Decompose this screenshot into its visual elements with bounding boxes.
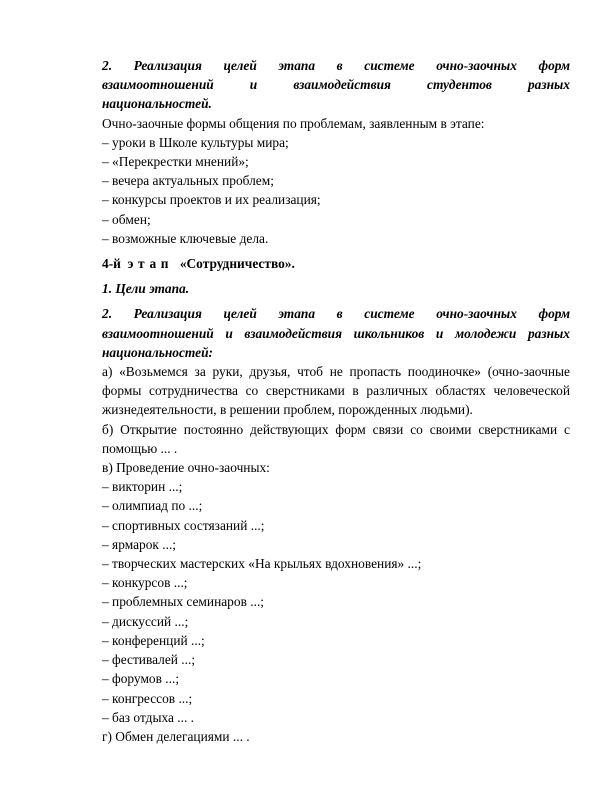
list-item: – спортивных состязаний ...; (102, 517, 265, 533)
section2b-title-line2: взаимоотношений и взаимодействия школьников и молодежи разных (102, 325, 570, 341)
stage4-number: 4-й (102, 256, 121, 272)
forms-list (102, 133, 570, 248)
item-b-line1: б) Открытие постоянно действующих форм связи со своими сверстниками с (102, 421, 570, 437)
list-item: – вечера актуальных проблем; (102, 173, 274, 189)
list-item: – возможные ключевые дела. (102, 230, 269, 246)
list-item: – дискуссий ...; (102, 613, 189, 629)
list-item: – уроки в Школе культуры мира; (102, 134, 289, 150)
list-item: – проблемных семинаров ...; (102, 594, 265, 610)
item-g: г) Обмен делегациями ... . (102, 728, 250, 744)
list-item: – конгрессов ...; (102, 690, 193, 706)
section2-title-line1: 2. Реализация целей этапа в системе очно-заочных форм (102, 58, 570, 73)
list-item: – «Перекрестки мнений»; (102, 154, 249, 170)
document-page (102, 56, 570, 746)
item-a-line1: а) «Возьмемся за руки, друзья, чтоб не пропасть поодиночке» (очно-заочные (102, 364, 570, 380)
item-b-line2: помощью ... . (102, 440, 178, 456)
section2b-title-line1: 2. Реализация целей этапа в системе очно-заочных форм (102, 306, 570, 322)
list-item: – олимпиад по ...; (102, 498, 203, 514)
goals-heading: 1. Цели этапа. (102, 281, 190, 297)
list-item: – конференций ...; (102, 632, 205, 648)
events-list (102, 477, 570, 727)
stage4-word: этап (127, 256, 174, 272)
list-item: – форумов ...; (102, 671, 180, 687)
section2-title-line3: национальностей. (102, 96, 212, 112)
list-item: – конкурсов ...; (102, 575, 188, 591)
list-item: – творческих мастерских «На крыльях вдохновения» ...; (102, 556, 422, 572)
list-item: – викторин ...; (102, 479, 183, 495)
section2-title-line2: взаимоотношений и взаимодействия студентов разных (102, 77, 570, 93)
stage4-heading (102, 254, 570, 273)
list-item: – фестивалей ...; (102, 652, 196, 668)
list-item: – обмен; (102, 211, 151, 227)
stage4-name: «Сотрудничество». (179, 256, 295, 272)
item-a-line2: формы сотрудничества со сверстниками в различных областях человеческой (102, 383, 570, 399)
list-item: – баз отдыха ... . (102, 709, 194, 725)
section2b-title-line3: национальностей: (102, 344, 214, 360)
item-v: в) Проведение очно-заочных: (102, 460, 270, 476)
list-item: – конкурсы проектов и их реализация; (102, 192, 321, 208)
item-a-line3: жизнедеятельности, в решении проблем, порожденных людьми). (102, 402, 473, 418)
list-item: – ярмарок ...; (102, 536, 177, 552)
intro-text: Очно-заочные формы общения по проблемам, заявленным в этапе: (102, 115, 485, 131)
